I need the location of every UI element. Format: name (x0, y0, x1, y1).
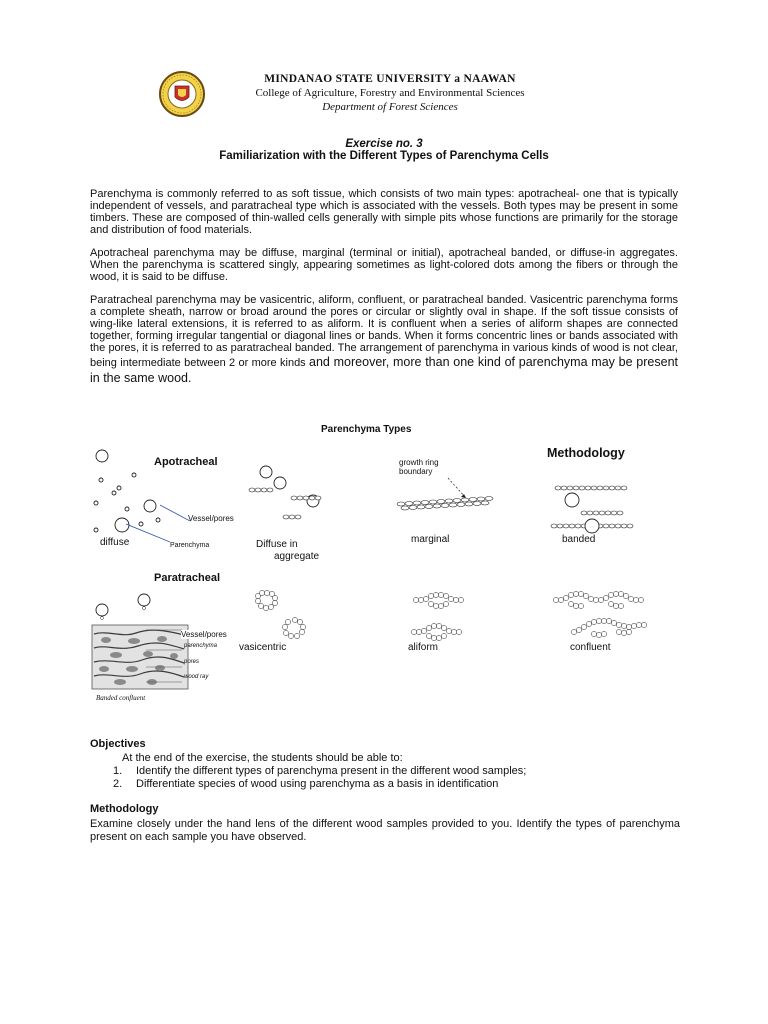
paragraph-paratracheal-body: Paratracheal parenchyma may be vasicentric, aliform, confluent, or paratracheal banded. Vasicentric parenchyma forms a complete sheath, narrow or broad around the pores or circular or slightly oval in shape. If the soft tissue consists of wing-like lateral extensions, it is referred to as aliform. It is confluent when a series of aliform shapes are connected together, forming irregular tangential or diagonal lines or bands. When it forms concentric lines or bands associated with the pores, it is referred to as paratracheal banded. The arrangement of parenchyma in various kinds of wood is not clear, being intermediate between 2 or more kinds (90, 294, 678, 369)
department-name: Department of Forest Sciences (322, 101, 458, 113)
confluent-label: confluent (570, 642, 611, 653)
methodology-heading: Methodology (90, 803, 159, 815)
vasicentric-label: vasicentric (239, 642, 287, 653)
paragraph-paratracheal-tail: and moreover, more than one kind of parenchyma may be present in the same wood. (90, 355, 678, 385)
diffuse-aggregate-line1: Diffuse in (256, 539, 298, 550)
methodology-text: Examine closely under the hand lens of the different wood samples provided to you. Identify the types of parenchyma present on each sample you have observed. (90, 818, 680, 843)
objective-number: 1. (113, 765, 123, 777)
exercise-subtitle: Familiarization with the Different Types of Parenchyma Cells (219, 150, 549, 162)
figure-methodology-label: Methodology (547, 446, 625, 460)
objectives-heading: Objectives (90, 738, 146, 750)
diffuse-label: diffuse (100, 537, 130, 548)
paragraph-intro: Parenchyma is commonly referred to as soft tissue, which consists of two main types: apotracheal- one that is typically independent of vessels, and paratracheal type which is associated with the vessels. Both types may be present in some timbers. These are composed of thin-walled cells generally with simple pits whose functions are primarily for the storage and distribution of food materials. (90, 188, 678, 236)
objectives-intro: At the end of the exercise, the students should be able to: (122, 752, 403, 764)
paratracheal-heading: Paratracheal (154, 572, 221, 584)
marginal-label: marginal (411, 534, 450, 545)
objective-item (113, 778, 673, 790)
diffuse-aggregate-line2: aggregate (274, 551, 320, 562)
exercise-title: Exercise no. 3 (345, 138, 423, 150)
growth-ring-line1: growth ring (399, 458, 439, 467)
photo-woodray-label: wood ray (184, 674, 209, 680)
vessel-pores-label: Vessel/pores (188, 514, 234, 523)
college-name: College of Agriculture, Forestry and Environmental Sciences (255, 87, 525, 99)
objective-item (113, 765, 673, 777)
parenchyma-types-figure (86, 420, 686, 710)
diffuse-aggregate-label (256, 539, 319, 563)
photo-pores-label: pores (184, 659, 200, 665)
photo-parenchyma-label: parenchyma (184, 643, 218, 649)
objective-text: Identify the different types of parenchyma present in the different wood samples; (136, 765, 527, 777)
banded-label: banded (562, 534, 596, 545)
photo-vessel-label: Vessel/pores (181, 630, 227, 639)
figure-title: Parenchyma Types (321, 424, 412, 435)
letterhead (170, 72, 610, 114)
aliform-label: aliform (408, 642, 439, 653)
paragraph-apotracheal: Apotracheal parenchyma may be diffuse, marginal (terminal or initial), apotracheal banded, or diffuse-in aggregates. When the parenchyma is scattered singly, appearing sometimes as light-colored dots among the fibers or through the wood, it is said to be diffuse. (90, 247, 678, 283)
university-name: MINDANAO STATE UNIVERSITY a NAAWAN (264, 73, 516, 85)
apotracheal-heading: Apotracheal (154, 456, 218, 468)
growth-ring-line2: boundary (399, 467, 433, 476)
photo-caption: Banded confluent (96, 694, 146, 702)
objective-number: 2. (113, 778, 123, 790)
objective-text: Differentiate species of wood using parenchyma as a basis in identification (136, 778, 499, 790)
paragraph-paratracheal (90, 294, 678, 386)
parenchyma-label: Parenchyma (170, 542, 210, 549)
growth-ring-label (399, 458, 439, 476)
